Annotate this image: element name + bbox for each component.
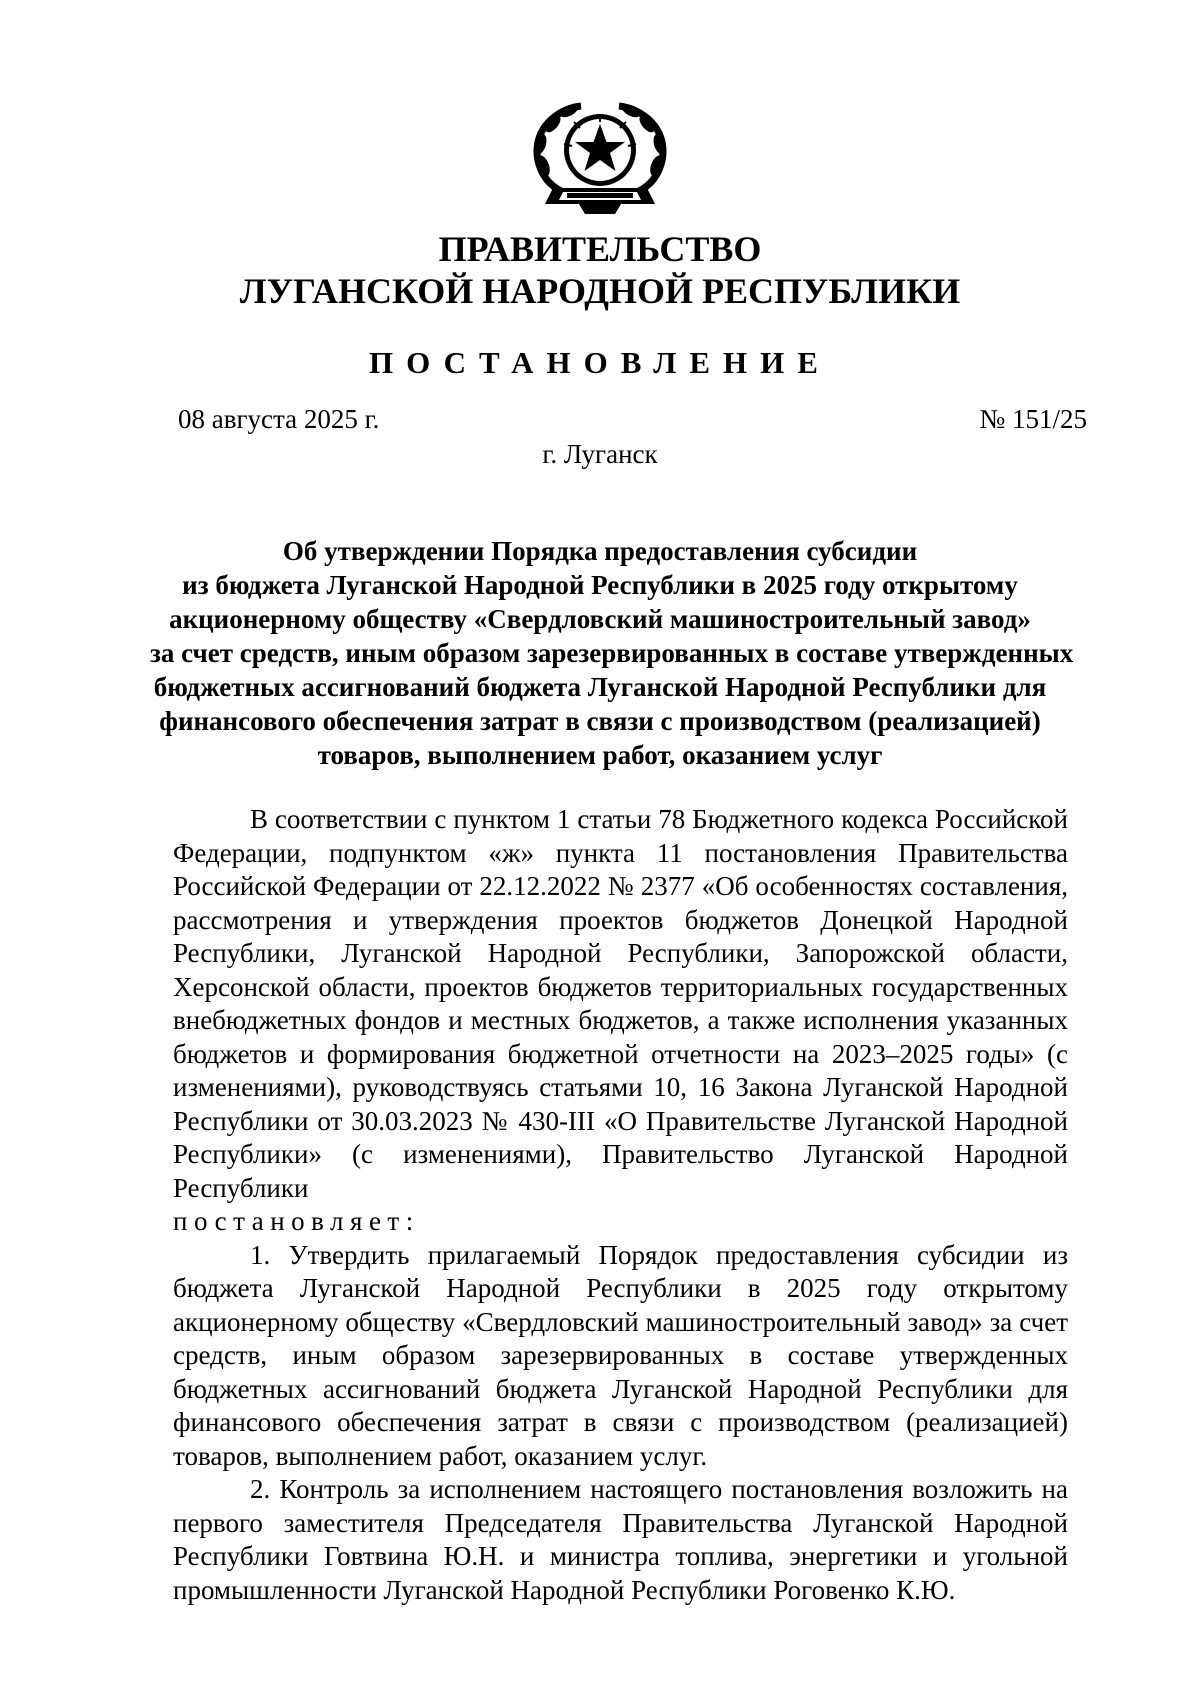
document-city: г. Луганск	[542, 439, 658, 469]
organization-name-line-1: ПРАВИТЕЛЬСТВО	[438, 229, 762, 269]
title-line: бюджетных ассигнований бюджета Луганской Народной Республики для	[153, 672, 1047, 702]
title-line: Об утверждении Порядка предоставления субсидии	[282, 536, 918, 566]
title-line: за счет средств, иным образом зарезервированных в составе утвержденных	[150, 638, 1074, 668]
coat-of-arms-icon	[523, 96, 677, 218]
title-line: финансового обеспечения затрат в связи с производством (реализацией)	[159, 706, 1041, 736]
item-1-paragraph: 1. Утвердить прилагаемый Порядок предоставления субсидии из бюджета Луганской Народной Республики в 2025 году открытому акционерному обществу «Свердловский машиностроительный завод» за счет средств, иным образом зарезервированных в составе утвержденных бюджетных ассигнований бюджета Луганской Народной Республики для финансового обеспечения затрат в связи с производством (реализацией) товаров, выполнением работ, оказанием услуг.	[173, 1239, 1068, 1471]
preamble-paragraph: В соответствии с пунктом 1 статьи 78 Бюджетного кодекса Российской Федерации, подпунктом «ж» пункта 11 постановления Правительства Российской Федерации от 22.12.2022 № 2377 «Об особенностях составления, рассмотрения и утверждения проектов бюджетов Донецкой Народной Республики, Луганской Народной Республики, Запорожской области, Херсонской области, проектов бюджетов территориальных государственных внебюджетных фондов и местных бюджетов, а также исполнения указанных бюджетов и формирования бюджетной отчетности на 2023–2025 годы» (с изменениями), руководствуясь статьями 10, 16 Закона Луганской Народной Республики от 30.03.2023 № 430-III «О Правительстве Луганской Народной Республики» (с изменениями), Правительство Луганской Народной Республики	[173, 804, 1068, 1203]
item-2-paragraph: 2. Контроль за исполнением настоящего постановления возложить на первого заместителя Председателя Правительства Луганской Народной Республики Говтвина Ю.Н. и министра топлива, энергетики и угольной промышленности Луганской Народной Республики Роговенко К.Ю.	[173, 1474, 1068, 1605]
title-line: акционерному обществу «Свердловский машиностроительный завод»	[169, 604, 1031, 634]
document-type: ПОСТАНОВЛЕНИЕ	[369, 345, 831, 380]
resolves-word: постановляет:	[173, 1206, 420, 1236]
document-body	[173, 803, 1068, 1607]
organization-name-line-2: ЛУГАНСКОЙ НАРОДНОЙ РЕСПУБЛИКИ	[239, 271, 961, 311]
document-title	[150, 534, 1074, 772]
document-date: 08 августа 2025 г.	[178, 404, 380, 434]
title-line: из бюджета Луганской Народной Республики в 2025 году открытому	[182, 570, 1018, 600]
document-number: № 151/25	[979, 404, 1087, 434]
title-line: товаров, выполнением работ, оказанием услуг	[317, 740, 883, 770]
